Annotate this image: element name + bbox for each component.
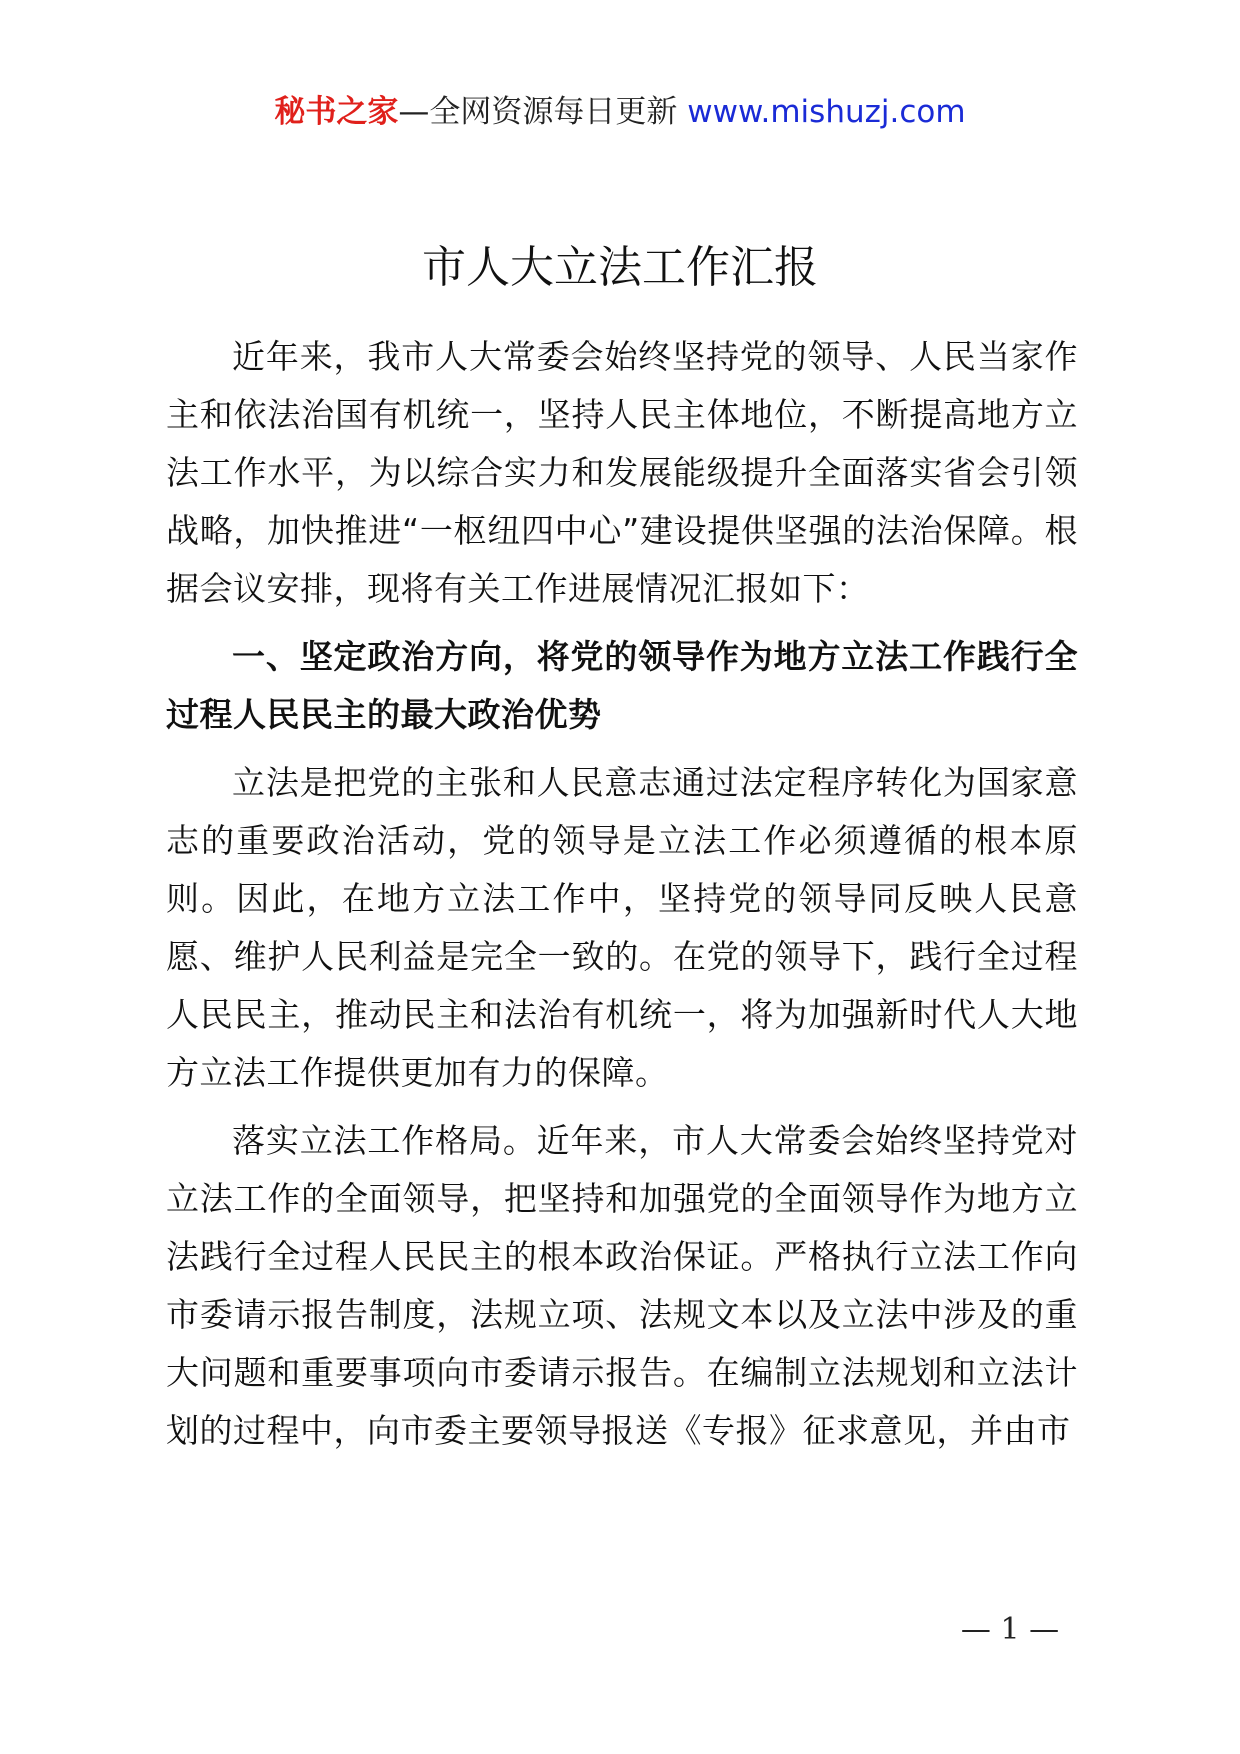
intro-paragraph: 近年来，我市人大常委会始终坚持党的领导、人民当家作主和依法治国有机统一，坚持人民主体地位，不断提高地方立法工作水平，为以综合实力和发展能级提升全面落实省会引领战略，加快推进“一枢纽四中心”建设提供坚强的法治保障。根据会议安排，现将有关工作进展情况汇报如下： bbox=[166, 337, 1078, 608]
site-url-link[interactable]: www.mishuzj.com bbox=[687, 94, 966, 130]
site-tagline: —全网资源每日更新 bbox=[398, 94, 678, 130]
section-heading: 一、坚定政治方向，将党的领导作为地方立法工作践行全过程人民民主的最大政治优势 bbox=[166, 637, 1078, 734]
document-body bbox=[166, 328, 1078, 1470]
body-paragraph: 立法是把党的主张和人民意志通过法定程序转化为国家意志的重要政治活动，党的领导是立法工作必须遵循的根本原则。因此，在地方立法工作中，坚持党的领导同反映人民意愿、维护人民利益是完全一致的。在党的领导下，践行全过程人民民主，推动民主和法治有机统一，将为加强新时代人大地方立法工作提供更加有力的保障。 bbox=[166, 763, 1078, 1092]
site-header bbox=[0, 92, 1240, 132]
body-paragraph: 落实立法工作格局。近年来，市人大常委会始终坚持党对立法工作的全面领导，把坚持和加强党的全面领导作为地方立法践行全过程人民民主的根本政治保证。严格执行立法工作向市委请示报告制度，法规立项、法规文本以及立法中涉及的重大问题和重要事项向市委请示报告。在编制立法规划和立法计划的过程中，向市委主要领导报送《专报》征求意见，并由市 bbox=[166, 1121, 1078, 1450]
page-number: — 1 — bbox=[960, 1612, 1060, 1647]
document-title: 市人大立法工作汇报 bbox=[422, 242, 818, 293]
site-brand: 秘书之家 bbox=[274, 94, 399, 130]
